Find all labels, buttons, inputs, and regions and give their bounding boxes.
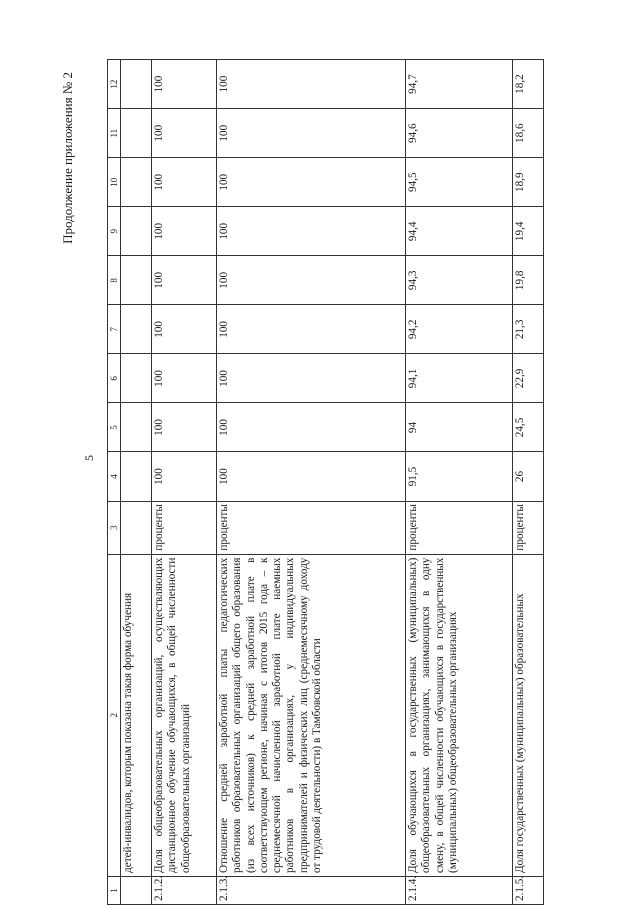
value-cell: 100	[152, 305, 217, 354]
value-cell: 100	[217, 452, 406, 501]
column-number: 6	[108, 354, 121, 403]
value-cell: 100	[217, 158, 406, 207]
appendix-heading: Продолжение приложения № 2	[60, 72, 75, 244]
indicator-description: Отношение средней заработной платы педагогических работников образовательных организаций общего образования (из всех источников) к средней заработной плате в соответствующем регионе, начиная с итогов 2015 года – к среднемесячной начисленной заработной плате наемных работников в организациях, у индивидуальных предпринимателей и физических лиц (среднемесячному доходу от трудовой деятельности) в Тамбовской области	[217, 554, 406, 876]
column-number: 8	[108, 256, 121, 305]
value-cell: 94,3	[406, 256, 513, 305]
value-cell	[121, 60, 152, 109]
column-number-row	[108, 60, 121, 905]
column-number: 11	[108, 109, 121, 158]
column-number: 4	[108, 452, 121, 501]
indicator-description: Доля общеобразовательных организаций, осуществляющих дистанционное обучение обучающихся, в общей численности общеобразовательных организаций	[152, 554, 217, 876]
table-row	[513, 60, 544, 905]
value-cell: 100	[217, 403, 406, 452]
value-cell: 24,5	[513, 403, 544, 452]
value-cell	[121, 305, 152, 354]
indicator-description: Доля государственных (муниципальных) образовательных	[513, 554, 544, 876]
value-cell: 100	[152, 60, 217, 109]
value-cell: 100	[152, 158, 217, 207]
value-cell: 21,3	[513, 305, 544, 354]
value-cell: 100	[152, 207, 217, 256]
value-cell: 18,9	[513, 158, 544, 207]
table-row	[152, 60, 217, 905]
value-cell: 100	[217, 207, 406, 256]
value-cell: 100	[217, 60, 406, 109]
value-cell: 94,5	[406, 158, 513, 207]
value-cell: 94,2	[406, 305, 513, 354]
column-number: 1	[108, 876, 121, 904]
row-number: 2.1.5.	[513, 876, 544, 904]
value-cell: 100	[217, 256, 406, 305]
value-cell: 100	[217, 109, 406, 158]
indicator-description: Доля обучающихся в государственных (муниципальных) общеобразовательных организациях, занимающихся в одну смену, в общей численности обучающихся в государственных (муниципальных) общеобразовательных организациях	[406, 554, 513, 876]
value-cell: 22,9	[513, 354, 544, 403]
row-number	[121, 876, 152, 904]
value-cell: 94,6	[406, 109, 513, 158]
unit-cell: проценты	[217, 501, 406, 554]
value-cell: 100	[152, 109, 217, 158]
table-row	[406, 60, 513, 905]
value-cell	[121, 207, 152, 256]
row-number: 2.1.3.	[217, 876, 406, 904]
value-cell	[121, 403, 152, 452]
unit-cell	[121, 501, 152, 554]
value-cell: 94	[406, 403, 513, 452]
unit-cell: проценты	[406, 501, 513, 554]
value-cell: 100	[152, 256, 217, 305]
value-cell	[121, 354, 152, 403]
row-number: 2.1.2.	[152, 876, 217, 904]
value-cell	[121, 158, 152, 207]
column-number: 3	[108, 501, 121, 554]
unit-cell: проценты	[513, 501, 544, 554]
column-number: 10	[108, 158, 121, 207]
column-number: 2	[108, 554, 121, 876]
value-cell: 100	[217, 354, 406, 403]
column-number: 12	[108, 60, 121, 109]
table-row	[121, 60, 152, 905]
value-cell	[121, 109, 152, 158]
value-cell	[121, 256, 152, 305]
value-cell: 94,1	[406, 354, 513, 403]
column-number: 7	[108, 305, 121, 354]
indicator-description: детей-инвалидов, которым показана такая форма обучения	[121, 554, 152, 876]
table-row	[217, 60, 406, 905]
value-cell: 100	[152, 354, 217, 403]
value-cell: 94,4	[406, 207, 513, 256]
value-cell: 100	[152, 452, 217, 501]
column-number: 5	[108, 403, 121, 452]
value-cell: 100	[217, 305, 406, 354]
value-cell: 91,5	[406, 452, 513, 501]
value-cell: 19,4	[513, 207, 544, 256]
row-number: 2.1.4.	[406, 876, 513, 904]
value-cell	[121, 452, 152, 501]
value-cell: 100	[152, 403, 217, 452]
value-cell: 18,2	[513, 60, 544, 109]
value-cell: 26	[513, 452, 544, 501]
column-number: 9	[108, 207, 121, 256]
value-cell: 94,7	[406, 60, 513, 109]
value-cell: 19,8	[513, 256, 544, 305]
value-cell: 18,6	[513, 109, 544, 158]
page-number: 5	[82, 455, 96, 461]
unit-cell: проценты	[152, 501, 217, 554]
indicators-table	[107, 59, 544, 905]
